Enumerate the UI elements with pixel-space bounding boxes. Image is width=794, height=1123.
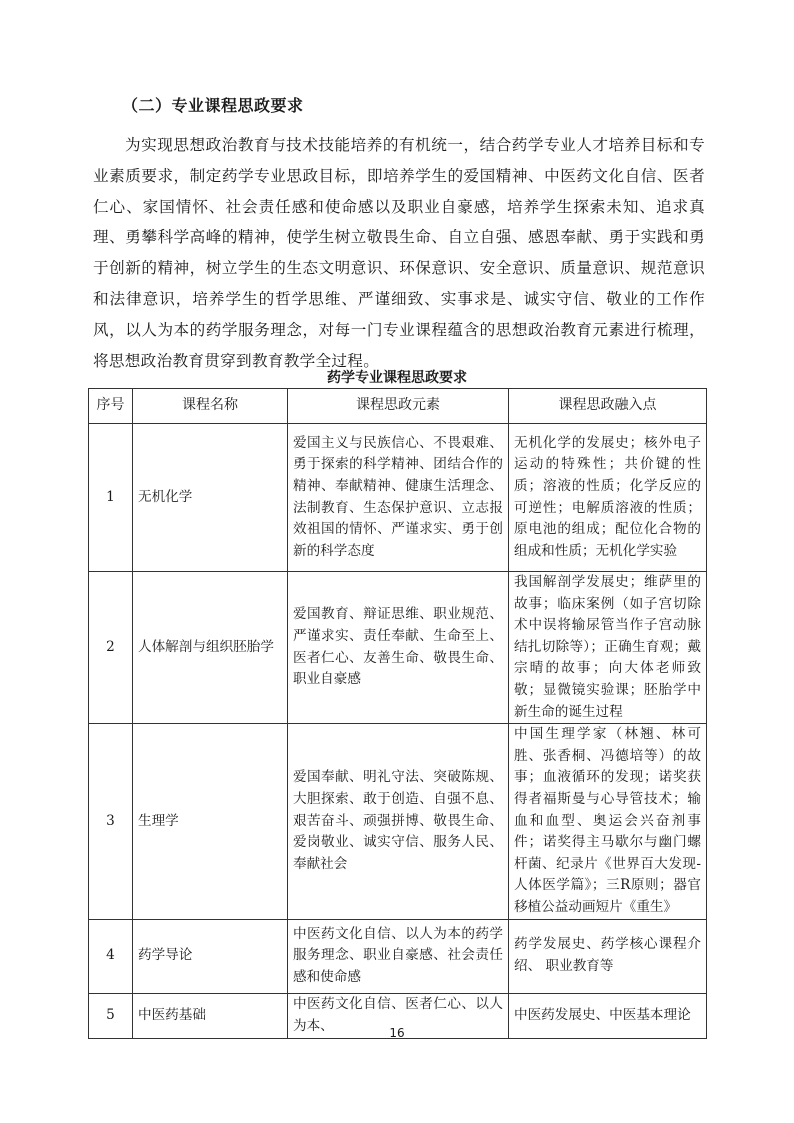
row-num: 5 — [89, 993, 133, 1038]
course-elements: 爱国奉献、明礼守法、突破陈规、大胆探索、敢于创造、自强不息、艰苦奋斗、顽强拼博、敬畏生命、爱岗敬业、诚实守信、服务人民、奉献社会 — [288, 724, 509, 919]
course-points: 无机化学的发展史；核外电子运动的特殊性；共价键的性质；溶液的性质；化学反应的可逆性；电解质溶液的性质；原电池的组成；配位化合物的组成和性质；无机化学实验 — [509, 424, 707, 572]
course-name: 人体解剖与组织胚胎学 — [133, 572, 288, 724]
table-caption: 药学专业课程思政要求 — [327, 370, 467, 386]
table-header-row — [89, 389, 707, 424]
header-elements: 课程思政元素 — [288, 389, 509, 424]
header-num: 序号 — [89, 389, 133, 424]
course-name: 药学导论 — [133, 919, 288, 993]
course-elements: 爱国主义与民族信心、不畏艰难、勇于探索的科学精神、团结合作的精神、奉献精神、健康生活理念、法制教育、生态保护意识、立志报效祖国的情怀、严谨求实、勇于创新的科学态度 — [288, 424, 509, 572]
requirements-table — [88, 388, 707, 1039]
header-integration-points: 课程思政融入点 — [509, 389, 707, 424]
course-name: 中医药基础 — [133, 993, 288, 1038]
course-points: 中医药发展史、中医基本理论 — [509, 993, 707, 1038]
intro-paragraph: 为实现思想政治教育与技术技能培养的有机统一，结合药学专业人才培养目标和专业素质要求，制定药学专业思政目标，即培养学生的爱国精神、中医药文化自信、医者仁心、家国情怀、社会责任感和使命感以及职业自豪感，培养学生探索未知、追求真理、勇攀科学高峰的精神，使学生树立敬畏生命、自立自强、感恩奉献、勇于实践和勇于创新的精神，树立学生的生态文明意识、环保意识、安全意识、质量意识、规范意识和法律意识，培养学生的哲学思维、严谨细致、实事求是、诚实守信、敬业的工作作风，以人为本的药学服务理念，对每一门专业课程蕴含的思想政治教育元素进行梳理，将思想政治教育贯穿到教育教学全过程。 — [93, 136, 705, 370]
course-points: 中国生理学家（林翘、林可胜、张香桐、冯德培等）的故事；血液循环的发现；诺奖获得者福斯曼与心导管技术；输血和血型、奥运会兴奋剂事件；诺奖得主马歇尔与幽门螺杆菌、纪录片《世界百大发现-人体医学篇》；三R原则；器官移植公益动画短片《重生》 — [509, 724, 707, 919]
course-name: 生理学 — [133, 724, 288, 919]
section-heading: （二）专业课程思政要求 — [122, 96, 304, 115]
table-row — [89, 919, 707, 993]
course-elements: 爱国教育、辩证思维、职业规范、严谨求实、责任奉献、生命至上、医者仁心、友善生命、敬畏生命、职业自豪感 — [288, 572, 509, 724]
header-course-name: 课程名称 — [133, 389, 288, 424]
row-num: 1 — [89, 424, 133, 572]
course-elements: 中医药文化自信、以人为本的药学服务理念、职业自豪感、社会责任感和使命感 — [288, 919, 509, 993]
course-points: 我国解剖学发展史；维萨里的故事；临床案例（如子宫切除术中误将输尿管当作子宫动脉结扎切除等）；正确生育观；戴宗晴的故事；向大体老师致敬；显微镜实验课；胚胎学中新生命的诞生过程 — [509, 572, 707, 724]
row-num: 3 — [89, 724, 133, 919]
course-elements: 中医药文化自信、医者仁心、以人为本、 — [288, 993, 509, 1038]
course-name: 无机化学 — [133, 424, 288, 572]
table-row — [89, 424, 707, 572]
table-row — [89, 572, 707, 724]
table-row — [89, 724, 707, 919]
page-number: 16 — [389, 1026, 405, 1040]
row-num: 4 — [89, 919, 133, 993]
row-num: 2 — [89, 572, 133, 724]
course-points: 药学发展史、药学核心课程介绍、 职业教育等 — [509, 919, 707, 993]
